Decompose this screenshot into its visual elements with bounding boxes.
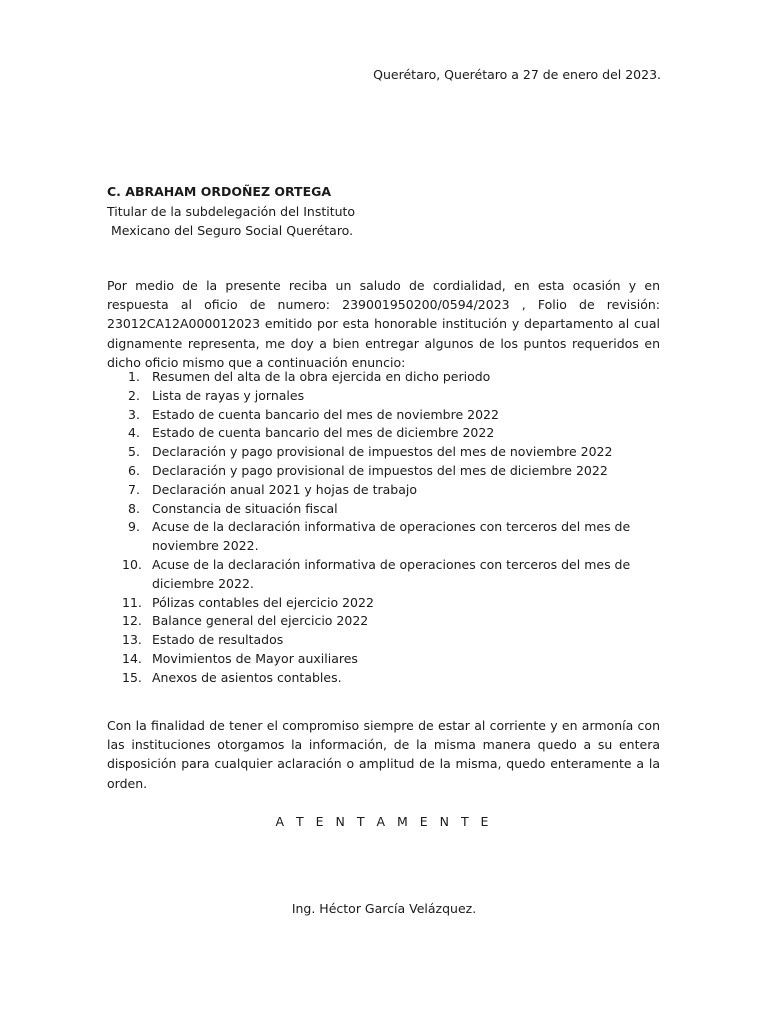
list-item-text: Estado de cuenta bancario del mes de noviembre 2022: [152, 406, 499, 422]
list-item-number: 10.: [122, 556, 142, 572]
recipient-block: [107, 182, 355, 241]
list-item-text: Balance general del ejercicio 2022: [152, 613, 369, 629]
list-item-number: 5.: [128, 444, 140, 460]
recipient-name: C. ABRAHAM ORDOÑEZ ORTEGA: [107, 184, 332, 199]
list-item-text: Declaración y pago provisional de impuestos del mes de noviembre 2022: [152, 444, 613, 460]
list-item-number: 1.: [128, 369, 140, 384]
list-item-text: Estado de cuenta bancario del mes de diciembre 2022: [152, 425, 495, 441]
list-item-number: 4.: [128, 425, 140, 441]
list-item-text: Pólizas contables del ejercicio 2022: [152, 594, 374, 610]
intro-paragraph: Por medio de la presente reciba un saludo de cordialidad, en esta ocasión y en respuesta al oficio de numero: 239001950200/0594/2023 , Folio de revisión: 23012CA12A000012023 emitido por esta honorable institución y departamento al cual dignamente representa, me doy a bien entregar algunos de los puntos requeridos en dicho oficio mismo que a continuación enuncio:: [107, 278, 660, 370]
list-item-text: Movimientos de Mayor auxiliares: [152, 650, 358, 666]
list-item: [107, 424, 660, 443]
list-item-number: 6.: [128, 462, 140, 478]
closing-paragraph: Con la finalidad de tener el compromiso siempre de estar al corriente y en armonía con las instituciones otorgamos la información, de la misma manera quedo a su entera disposición para cualquier aclaración o amplitud de la misma, quedo enteramente a la orden.: [107, 718, 660, 791]
list-item-number: 13.: [122, 632, 142, 648]
list-item: [107, 669, 660, 688]
list-item-text: Estado de resultados: [152, 632, 284, 648]
list-item: [107, 556, 660, 594]
list-item: [107, 406, 660, 425]
list-item-number: 9.: [128, 519, 140, 535]
closing-salutation: A T E N T A M E N T E: [275, 814, 493, 829]
recipient-title-line-2: Mexicano del Seguro Social Querétaro.: [107, 223, 354, 238]
list-item: [107, 612, 660, 631]
list-item-text: Anexos de asientos contables.: [152, 669, 342, 685]
list-item-number: 11.: [122, 594, 142, 610]
signer-name: Ing. Héctor García Velázquez.: [291, 901, 477, 916]
list-item-text: Declaración y pago provisional de impuestos del mes de diciembre 2022: [152, 462, 608, 478]
list-item-number: 3.: [128, 406, 140, 422]
list-item-number: 7.: [128, 481, 140, 497]
requested-items-list: [107, 368, 660, 688]
list-item: [107, 387, 660, 406]
list-item-number: 12.: [122, 613, 142, 629]
list-item: [107, 631, 660, 650]
list-item: [107, 650, 660, 669]
recipient-title-line-1: Titular de la subdelegación del Instituto: [107, 203, 356, 219]
list-item-text: Declaración anual 2021 y hojas de trabajo: [152, 481, 417, 497]
list-item-number: 14.: [122, 650, 142, 666]
list-item: [107, 518, 660, 556]
list-item: [107, 443, 660, 462]
date-line: Querétaro, Querétaro a 27 de enero del 2023.: [373, 67, 661, 82]
list-item-text: Constancia de situación fiscal: [152, 500, 338, 516]
list-item-text: Acuse de la declaración informativa de operaciones con terceros del mes de noviembre 2022.: [152, 519, 631, 554]
list-item-number: 15.: [122, 669, 142, 685]
list-item: [107, 500, 660, 519]
list-item: [107, 368, 660, 387]
list-item-number: 2.: [128, 387, 140, 403]
list-item: [107, 594, 660, 613]
list-item-number: 8.: [128, 500, 140, 516]
list-item-text: Acuse de la declaración informativa de operaciones con terceros del mes de diciembre 2022.: [152, 556, 631, 591]
list-item: [107, 462, 660, 481]
list-item-text: Resumen del alta de la obra ejercida en dicho periodo: [152, 369, 491, 384]
list-item: [107, 481, 660, 500]
list-item-text: Lista de rayas y jornales: [152, 387, 305, 403]
